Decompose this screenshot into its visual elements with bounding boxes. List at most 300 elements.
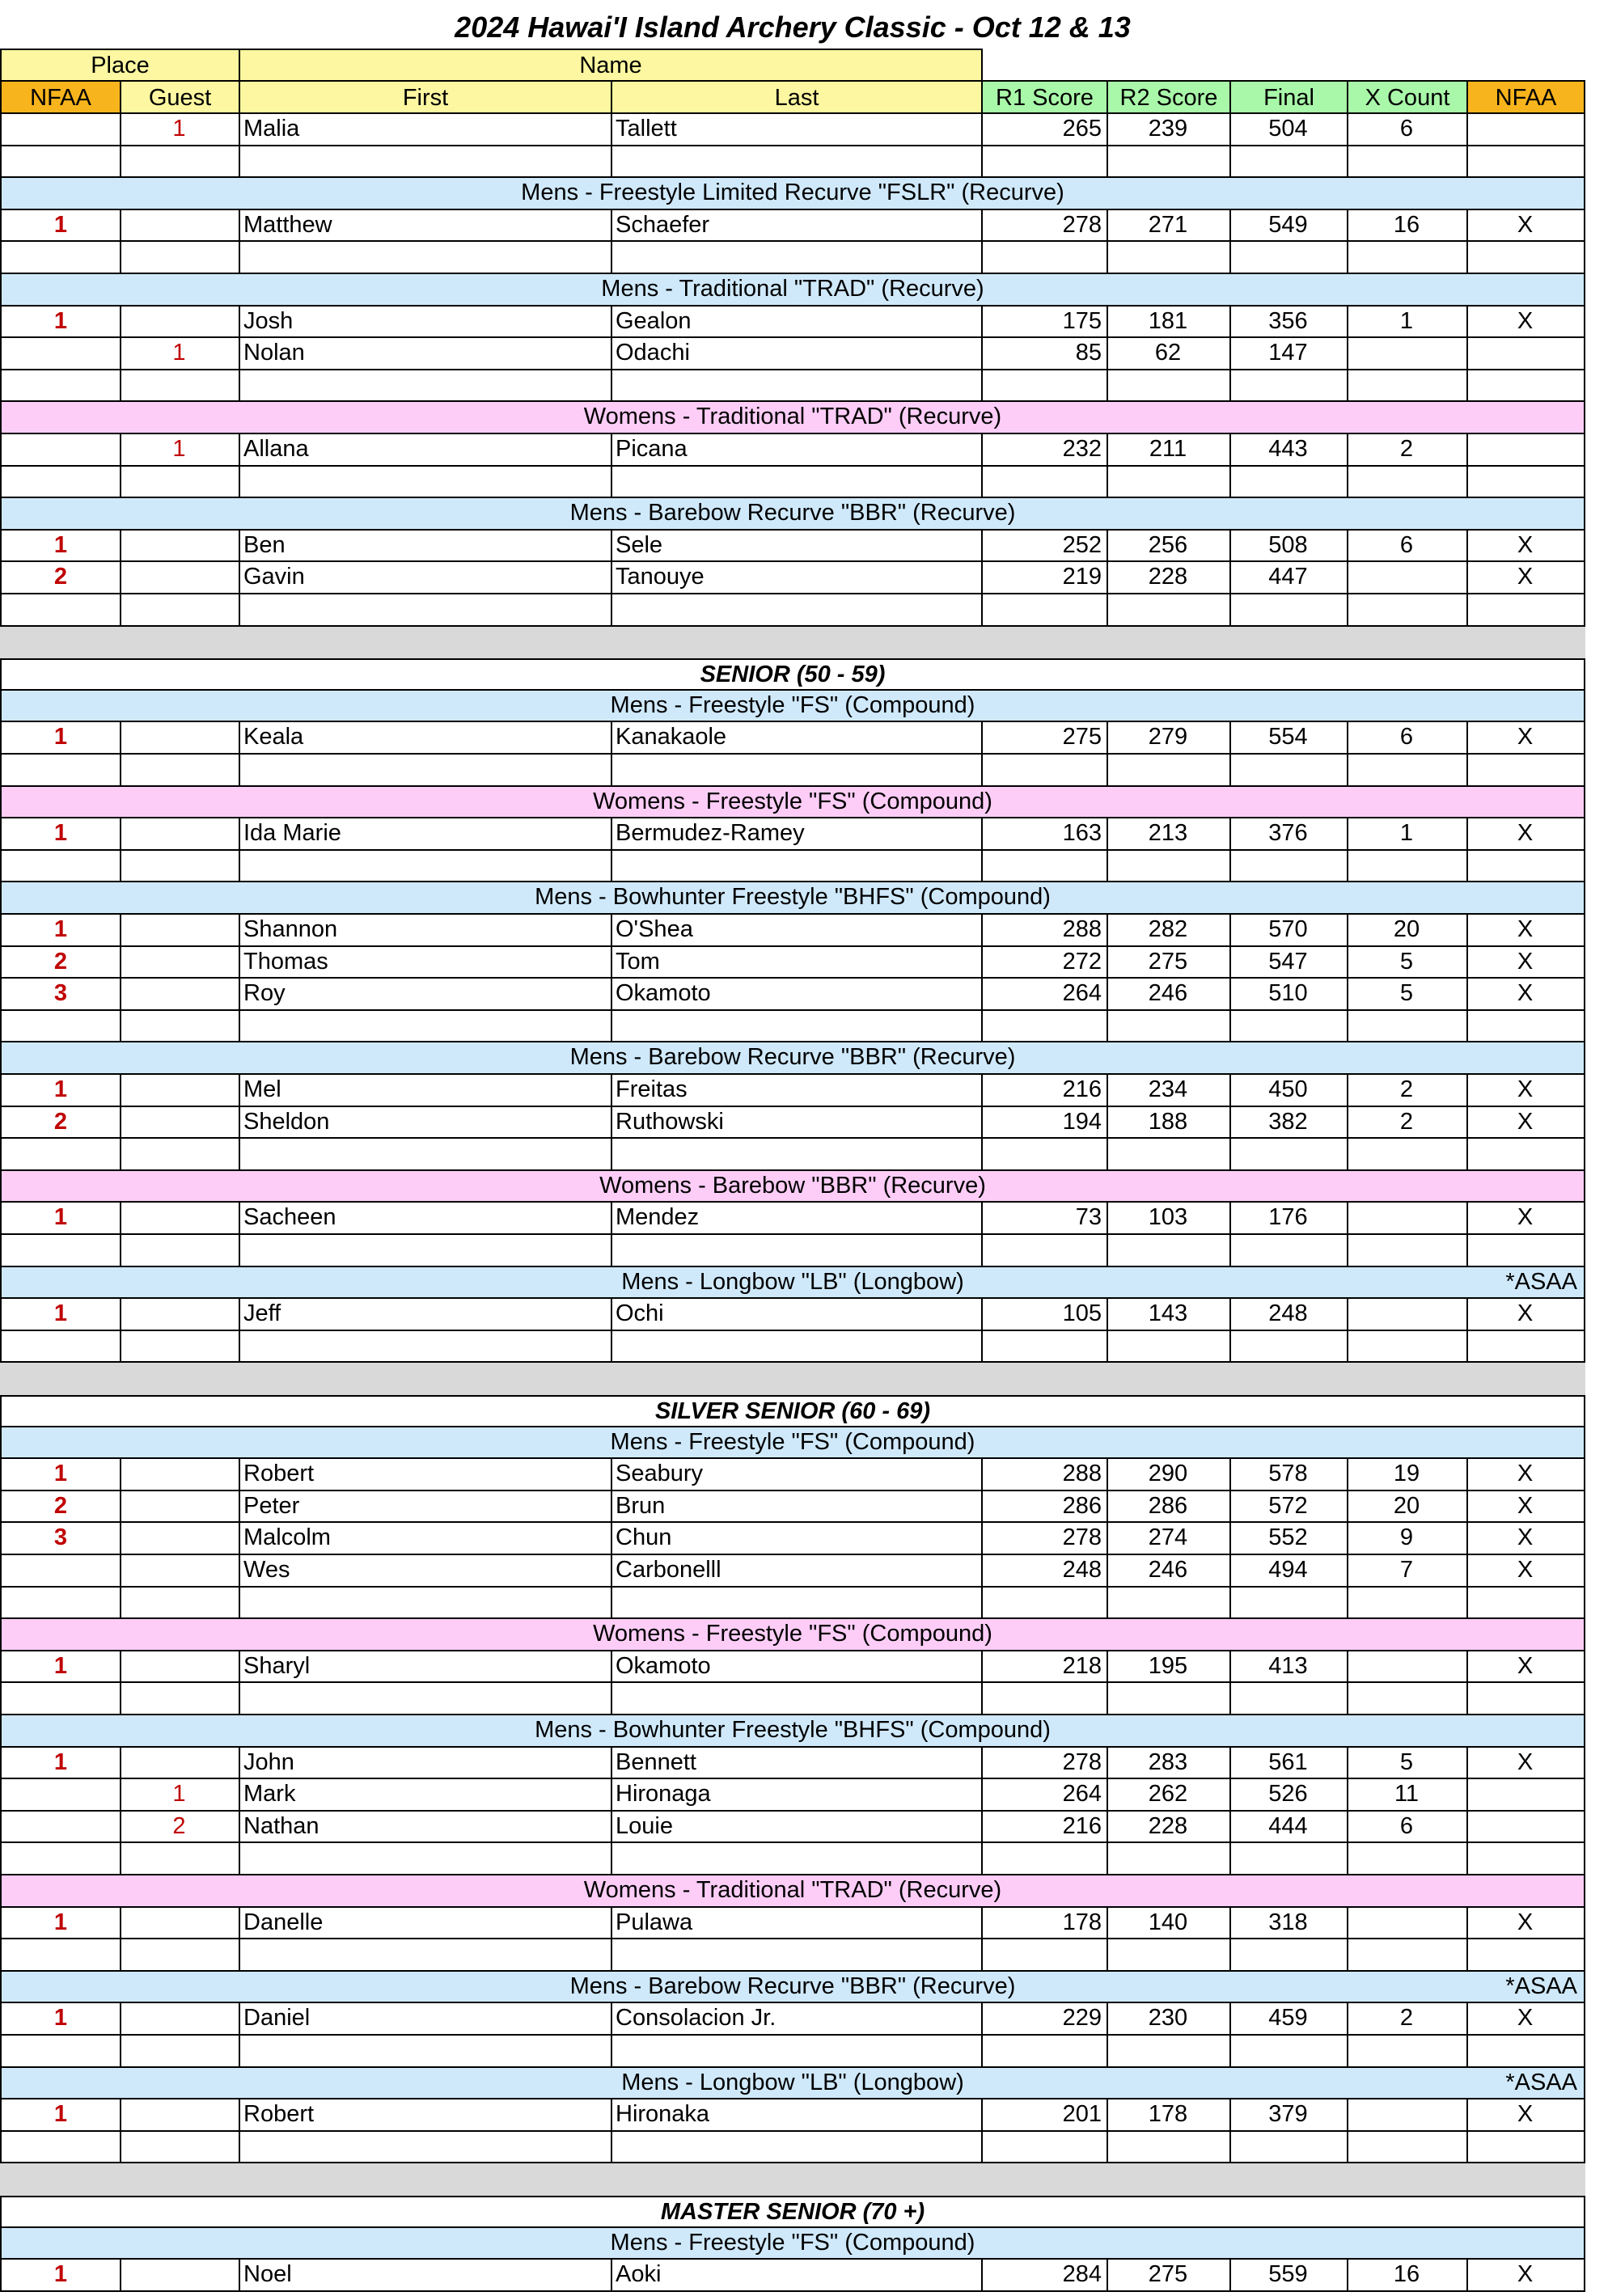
nfaa-place-cell [0, 851, 121, 883]
x-count-cell: 16 [1347, 210, 1468, 243]
last-name-cell [611, 242, 983, 274]
r1-score-cell [981, 242, 1108, 274]
final-score-cell: 444 [1229, 1812, 1348, 1844]
x-count-cell [1347, 2036, 1468, 2068]
r1-score-cell: 288 [981, 1459, 1108, 1491]
nfaa-member-cell: X [1466, 307, 1585, 339]
nfaa-place-cell: 1 [0, 1908, 121, 1940]
first-name-cell [239, 755, 612, 787]
final-score-cell [1229, 1843, 1348, 1875]
x-count-cell [1347, 2099, 1468, 2132]
guest-place-cell [120, 210, 240, 243]
nfaa-member-cell [1466, 1331, 1585, 1364]
first-name-cell: Allana [239, 434, 612, 467]
division-row [0, 1267, 1585, 1300]
x-count-cell [1347, 562, 1468, 594]
first-name-cell: John [239, 1748, 612, 1780]
nfaa-member-cell: X [1466, 1908, 1585, 1940]
r1-score-cell: 278 [981, 1748, 1108, 1780]
r2-score-cell: 140 [1107, 1908, 1231, 1940]
nfaa-member-cell: X [1466, 2260, 1585, 2292]
header-name: Name [239, 49, 983, 82]
nfaa-member-cell [1466, 467, 1585, 499]
guest-place-cell [120, 467, 240, 499]
last-name-cell [611, 1939, 983, 1972]
first-name-cell [239, 2036, 612, 2068]
division-label: Mens - Barebow Recurve "BBR" (Recurve) [569, 500, 1016, 526]
r1-score-cell: 278 [981, 210, 1108, 243]
last-name-cell: O'Shea [611, 915, 983, 947]
first-name-cell: Thomas [239, 947, 612, 979]
division-label: Womens - Freestyle "FS" (Compound) [593, 1621, 992, 1647]
guest-place-cell [120, 755, 240, 787]
r1-score-cell [981, 1843, 1108, 1875]
r2-score-cell [1107, 370, 1231, 403]
age-group-heading: SENIOR (50 - 59) [0, 658, 1585, 691]
division-label: Womens - Barebow "BBR" (Recurve) [599, 1172, 986, 1199]
r2-score-cell: 228 [1107, 1812, 1231, 1844]
first-name-cell [239, 1683, 612, 1715]
division-row [0, 1619, 1585, 1651]
first-name-cell: Noel [239, 2260, 612, 2292]
nfaa-member-cell: X [1466, 1459, 1585, 1491]
header-nfaa-member: NFAA [1466, 80, 1585, 114]
x-count-cell: 2 [1347, 1075, 1468, 1107]
final-score-cell: 376 [1229, 818, 1348, 851]
r2-score-cell: 228 [1107, 562, 1231, 594]
guest-place-cell [120, 1235, 240, 1267]
guest-place-cell [120, 1491, 240, 1524]
guest-place-cell: 1 [120, 1779, 240, 1812]
nfaa-member-cell [1466, 242, 1585, 274]
r1-score-cell: 286 [981, 1491, 1108, 1524]
blank-row [0, 1588, 1585, 1620]
r1-score-cell: 229 [981, 2003, 1108, 2036]
last-name-cell: Kanakaole [611, 722, 983, 755]
r2-score-cell: 286 [1107, 1491, 1231, 1524]
blank-row [0, 1683, 1585, 1715]
guest-place-cell [120, 1748, 240, 1780]
r1-score-cell: 175 [981, 307, 1108, 339]
last-name-cell: Brun [611, 1491, 983, 1524]
age-group-row [0, 658, 1585, 691]
first-name-cell: Keala [239, 722, 612, 755]
r2-score-cell: 195 [1107, 1651, 1231, 1684]
nfaa-member-cell [1466, 146, 1585, 179]
nfaa-place-cell: 1 [0, 1651, 121, 1684]
nfaa-place-cell [0, 114, 121, 146]
last-name-cell [611, 851, 983, 883]
guest-place-cell [120, 1843, 240, 1875]
last-name-cell: Schaefer [611, 210, 983, 243]
nfaa-place-cell [0, 755, 121, 787]
division-row [0, 1171, 1585, 1203]
nfaa-member-cell [1466, 114, 1585, 146]
r2-score-cell: 274 [1107, 1523, 1231, 1555]
blank-row [0, 2132, 1585, 2164]
first-name-cell: Mel [239, 1075, 612, 1107]
last-name-cell: Picana [611, 434, 983, 467]
archer-row [0, 434, 1585, 467]
r2-score-cell [1107, 755, 1231, 787]
division-label: Mens - Freestyle "FS" (Compound) [610, 2229, 975, 2256]
archer-row [0, 1107, 1585, 1140]
guest-place-cell [120, 1523, 240, 1555]
first-name-cell [239, 467, 612, 499]
guest-place-cell [120, 1651, 240, 1684]
x-count-cell [1347, 1011, 1468, 1043]
final-score-cell [1229, 851, 1348, 883]
division-label: Mens - Freestyle Limited Recurve "FSLR" (Recurve) [521, 180, 1064, 206]
first-name-cell [239, 1235, 612, 1267]
nfaa-member-cell [1466, 1011, 1585, 1043]
first-name-cell: Ben [239, 531, 612, 563]
last-name-cell [611, 146, 983, 179]
r1-score-cell: 85 [981, 338, 1108, 370]
division-row [0, 882, 1585, 915]
final-score-cell: 504 [1229, 114, 1348, 146]
r2-score-cell: 290 [1107, 1459, 1231, 1491]
division-note: *ASAA [1505, 1268, 1577, 1295]
nfaa-place-cell [0, 370, 121, 403]
x-count-cell [1347, 851, 1468, 883]
nfaa-member-cell: X [1466, 1107, 1585, 1140]
nfaa-place-cell [0, 2036, 121, 2068]
x-count-cell [1347, 242, 1468, 274]
archer-row [0, 1299, 1585, 1331]
final-score-cell: 572 [1229, 1491, 1348, 1524]
guest-place-cell [120, 1203, 240, 1235]
first-name-cell: Nathan [239, 1812, 612, 1844]
final-score-cell: 510 [1229, 979, 1348, 1011]
final-score-cell: 356 [1229, 307, 1348, 339]
r1-score-cell: 265 [981, 114, 1108, 146]
r2-score-cell: 246 [1107, 979, 1231, 1011]
r2-score-cell [1107, 242, 1231, 274]
r2-score-cell: 103 [1107, 1203, 1231, 1235]
division-banner [0, 1619, 1585, 1651]
archer-row [0, 2260, 1585, 2292]
archer-row [0, 2003, 1585, 2036]
r2-score-cell: 262 [1107, 1779, 1231, 1812]
guest-place-cell [120, 1459, 240, 1491]
nfaa-place-cell: 1 [0, 1075, 121, 1107]
division-row [0, 1972, 1585, 2004]
division-row [0, 1042, 1585, 1075]
division-row [0, 402, 1585, 434]
division-label: Mens - Barebow Recurve "BBR" (Recurve) [569, 1044, 1016, 1071]
r1-score-cell: 218 [981, 1651, 1108, 1684]
r1-score-cell [981, 1588, 1108, 1620]
archer-row [0, 531, 1585, 563]
final-score-cell [1229, 755, 1348, 787]
nfaa-member-cell: X [1466, 979, 1585, 1011]
header-r1-score: R1 Score [981, 80, 1108, 114]
archer-row [0, 1779, 1585, 1812]
blank-row [0, 467, 1585, 499]
archer-row [0, 1555, 1585, 1588]
first-name-cell [239, 1139, 612, 1171]
r2-score-cell: 279 [1107, 722, 1231, 755]
final-score-cell: 494 [1229, 1555, 1348, 1588]
final-score-cell [1229, 1331, 1348, 1364]
nfaa-member-cell: X [1466, 1555, 1585, 1588]
x-count-cell [1347, 1235, 1468, 1267]
nfaa-place-cell [0, 1235, 121, 1267]
guest-place-cell: 1 [120, 434, 240, 467]
guest-place-cell [120, 2132, 240, 2164]
first-name-cell [239, 1011, 612, 1043]
nfaa-member-cell: X [1466, 562, 1585, 594]
nfaa-place-cell [0, 467, 121, 499]
r1-score-cell [981, 1939, 1108, 1972]
guest-place-cell [120, 818, 240, 851]
x-count-cell [1347, 338, 1468, 370]
nfaa-place-cell [0, 434, 121, 467]
archer-row [0, 818, 1585, 851]
archer-row [0, 1651, 1585, 1684]
last-name-cell: Okamoto [611, 1651, 983, 1684]
division-row [0, 2228, 1585, 2260]
first-name-cell: Nolan [239, 338, 612, 370]
header-r2-score: R2 Score [1107, 80, 1231, 114]
first-name-cell: Sharyl [239, 1651, 612, 1684]
archer-row [0, 338, 1585, 370]
guest-place-cell [120, 979, 240, 1011]
final-score-cell [1229, 242, 1348, 274]
nfaa-place-cell [0, 1683, 121, 1715]
r1-score-cell: 178 [981, 1908, 1108, 1940]
final-score-cell [1229, 2036, 1348, 2068]
x-count-cell [1347, 467, 1468, 499]
first-name-cell: Josh [239, 307, 612, 339]
r2-score-cell: 282 [1107, 915, 1231, 947]
x-count-cell: 2 [1347, 1107, 1468, 1140]
r1-score-cell: 275 [981, 722, 1108, 755]
nfaa-place-cell [0, 2132, 121, 2164]
blank-row [0, 755, 1585, 787]
guest-place-cell [120, 2260, 240, 2292]
last-name-cell [611, 2132, 983, 2164]
last-name-cell [611, 1683, 983, 1715]
guest-place-cell [120, 1299, 240, 1331]
x-count-cell: 2 [1347, 2003, 1468, 2036]
r2-score-cell [1107, 1139, 1231, 1171]
last-name-cell [611, 1235, 983, 1267]
r2-score-cell [1107, 1683, 1231, 1715]
first-name-cell: Wes [239, 1555, 612, 1588]
division-row [0, 1715, 1585, 1748]
header-x-count: X Count [1347, 80, 1468, 114]
r1-score-cell [981, 146, 1108, 179]
r1-score-cell: 105 [981, 1299, 1108, 1331]
nfaa-place-cell [0, 1939, 121, 1972]
final-score-cell: 570 [1229, 915, 1348, 947]
division-row [0, 787, 1585, 819]
first-name-cell [239, 851, 612, 883]
r2-score-cell [1107, 1235, 1231, 1267]
last-name-cell: Ochi [611, 1299, 983, 1331]
blank-row [0, 594, 1585, 627]
x-count-cell: 20 [1347, 1491, 1468, 1524]
guest-place-cell [120, 594, 240, 627]
division-note: *ASAA [1505, 1973, 1577, 1999]
nfaa-place-cell [0, 1588, 121, 1620]
x-count-cell: 1 [1347, 307, 1468, 339]
r1-score-cell: 272 [981, 947, 1108, 979]
r1-score-cell: 163 [981, 818, 1108, 851]
first-name-cell: Robert [239, 2099, 612, 2132]
division-banner [0, 1972, 1585, 2004]
nfaa-member-cell [1466, 1939, 1585, 1972]
r1-score-cell: 248 [981, 1555, 1108, 1588]
first-name-cell: Shannon [239, 915, 612, 947]
division-row [0, 1875, 1585, 1908]
last-name-cell: Sele [611, 531, 983, 563]
nfaa-place-cell: 1 [0, 210, 121, 243]
x-count-cell: 6 [1347, 722, 1468, 755]
division-label: Mens - Freestyle "FS" (Compound) [610, 691, 975, 718]
division-banner [0, 402, 1585, 434]
division-row [0, 691, 1585, 723]
last-name-cell: Tallett [611, 114, 983, 146]
section-separator [0, 627, 1585, 659]
nfaa-place-cell: 2 [0, 1107, 121, 1140]
nfaa-place-cell: 1 [0, 2099, 121, 2132]
guest-place-cell [120, 531, 240, 563]
x-count-cell [1347, 1908, 1468, 1940]
division-banner [0, 1042, 1585, 1075]
blank-row [0, 146, 1585, 179]
final-score-cell: 508 [1229, 531, 1348, 563]
nfaa-member-cell: X [1466, 531, 1585, 563]
nfaa-place-cell: 1 [0, 722, 121, 755]
last-name-cell: Gealon [611, 307, 983, 339]
archer-row [0, 947, 1585, 979]
nfaa-member-cell: X [1466, 2003, 1585, 2036]
x-count-cell: 9 [1347, 1523, 1468, 1555]
final-score-cell [1229, 2132, 1348, 2164]
division-label: Mens - Freestyle "FS" (Compound) [610, 1428, 975, 1455]
r2-score-cell [1107, 594, 1231, 627]
nfaa-member-cell [1466, 1843, 1585, 1875]
last-name-cell: Mendez [611, 1203, 983, 1235]
last-name-cell [611, 1139, 983, 1171]
r2-score-cell [1107, 1331, 1231, 1364]
r2-score-cell: 188 [1107, 1107, 1231, 1140]
nfaa-member-cell [1466, 1779, 1585, 1812]
guest-place-cell [120, 947, 240, 979]
last-name-cell: Okamoto [611, 979, 983, 1011]
nfaa-member-cell: X [1466, 915, 1585, 947]
r2-score-cell [1107, 851, 1231, 883]
last-name-cell: Hironaka [611, 2099, 983, 2132]
final-score-cell: 552 [1229, 1523, 1348, 1555]
division-banner [0, 2068, 1585, 2100]
division-label: Mens - Bowhunter Freestyle "BHFS" (Compound) [535, 1717, 1051, 1743]
guest-place-cell [120, 562, 240, 594]
r1-score-cell [981, 1011, 1108, 1043]
guest-place-cell: 1 [120, 114, 240, 146]
first-name-cell: Roy [239, 979, 612, 1011]
r2-score-cell [1107, 2036, 1231, 2068]
r1-score-cell [981, 2036, 1108, 2068]
final-score-cell [1229, 1683, 1348, 1715]
last-name-cell: Tanouye [611, 562, 983, 594]
r2-score-cell: 211 [1107, 434, 1231, 467]
header-last: Last [611, 80, 983, 114]
x-count-cell: 2 [1347, 434, 1468, 467]
last-name-cell: Louie [611, 1812, 983, 1844]
r1-score-cell: 264 [981, 1779, 1108, 1812]
x-count-cell [1347, 1683, 1468, 1715]
final-score-cell: 382 [1229, 1107, 1348, 1140]
last-name-cell [611, 370, 983, 403]
first-name-cell [239, 1939, 612, 1972]
r1-score-cell: 219 [981, 562, 1108, 594]
r2-score-cell [1107, 2132, 1231, 2164]
r1-score-cell: 278 [981, 1523, 1108, 1555]
nfaa-member-cell [1466, 755, 1585, 787]
archer-row [0, 979, 1585, 1011]
division-banner [0, 787, 1585, 819]
nfaa-member-cell: X [1466, 947, 1585, 979]
first-name-cell: Matthew [239, 210, 612, 243]
blank-row [0, 242, 1585, 274]
final-score-cell: 176 [1229, 1203, 1348, 1235]
nfaa-place-cell [0, 594, 121, 627]
guest-place-cell [120, 851, 240, 883]
guest-place-cell: 1 [120, 338, 240, 370]
r1-score-cell: 252 [981, 531, 1108, 563]
x-count-cell [1347, 146, 1468, 179]
nfaa-member-cell [1466, 594, 1585, 627]
last-name-cell: Bermudez-Ramey [611, 818, 983, 851]
final-score-cell: 318 [1229, 1908, 1348, 1940]
separator-bar [0, 2163, 1585, 2196]
r2-score-cell: 181 [1107, 307, 1231, 339]
guest-place-cell [120, 2003, 240, 2036]
final-score-cell: 526 [1229, 1779, 1348, 1812]
first-name-cell: Robert [239, 1459, 612, 1491]
final-score-cell [1229, 1235, 1348, 1267]
x-count-cell: 5 [1347, 947, 1468, 979]
nfaa-place-cell: 1 [0, 307, 121, 339]
guest-place-cell [120, 307, 240, 339]
r2-score-cell: 230 [1107, 2003, 1231, 2036]
nfaa-place-cell: 1 [0, 1299, 121, 1331]
x-count-cell [1347, 1939, 1468, 1972]
guest-place-cell [120, 1107, 240, 1140]
last-name-cell: Chun [611, 1523, 983, 1555]
archer-row [0, 915, 1585, 947]
final-score-cell [1229, 467, 1348, 499]
nfaa-place-cell [0, 1843, 121, 1875]
nfaa-place-cell: 3 [0, 1523, 121, 1555]
last-name-cell [611, 755, 983, 787]
r2-score-cell: 62 [1107, 338, 1231, 370]
r2-score-cell: 143 [1107, 1299, 1231, 1331]
nfaa-place-cell: 2 [0, 562, 121, 594]
x-count-cell [1347, 2132, 1468, 2164]
final-score-cell: 450 [1229, 1075, 1348, 1107]
first-name-cell [239, 2132, 612, 2164]
r2-score-cell: 275 [1107, 2260, 1231, 2292]
r2-score-cell: 213 [1107, 818, 1231, 851]
r1-score-cell: 288 [981, 915, 1108, 947]
first-name-cell: Daniel [239, 2003, 612, 2036]
nfaa-member-cell: X [1466, 1491, 1585, 1524]
